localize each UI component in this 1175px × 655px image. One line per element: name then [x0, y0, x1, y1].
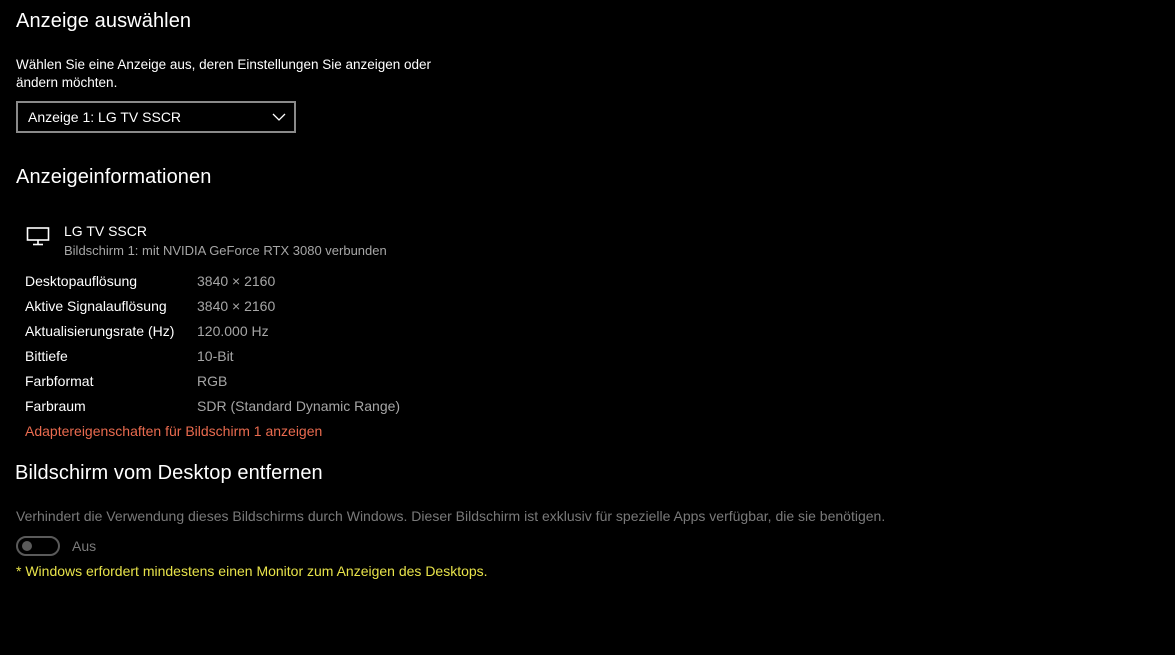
toggle-knob [22, 541, 32, 551]
info-value-color-format: RGB [197, 373, 228, 389]
info-label-refresh-rate: Aktualisierungsrate (Hz) [25, 323, 175, 339]
select-display-description: Wählen Sie eine Anzeige aus, deren Einstellungen Sie anzeigen oder ändern möchten. [16, 57, 432, 90]
info-value-color-space: SDR (Standard Dynamic Range) [197, 398, 401, 414]
info-label-bit-depth: Bittiefe [25, 348, 68, 364]
monitor-icon [26, 226, 52, 248]
monitor-name: LG TV SSCR [64, 223, 147, 239]
info-label-desktop-resolution: Desktopauflösung [25, 273, 138, 289]
remove-display-toggle-label: Aus [72, 538, 97, 554]
adapter-properties-link[interactable]: Adaptereigenschaften für Bildschirm 1 anzeigen [25, 423, 323, 439]
info-label-active-signal-resolution: Aktive Signalauflösung [25, 298, 167, 314]
remove-display-heading: Bildschirm vom Desktop entfernen [15, 462, 323, 484]
monitor-subtitle: Bildschirm 1: mit NVIDIA GeForce RTX 3080 verbunden [64, 243, 387, 258]
desktop-monitor-warning: * Windows erfordert mindestens einen Monitor zum Anzeigen des Desktops. [16, 563, 488, 579]
remove-display-description: Verhindert die Verwendung dieses Bildschirms durch Windows. Dieser Bildschirm ist exklusiv für spezielle Apps verfügbar, die sie benötigen. [16, 508, 886, 524]
remove-display-toggle[interactable] [16, 536, 60, 556]
info-value-desktop-resolution: 3840 × 2160 [197, 273, 276, 289]
info-label-color-format: Farbformat [25, 373, 94, 389]
display-select-dropdown[interactable] [16, 101, 296, 133]
info-label-color-space: Farbraum [25, 398, 86, 414]
chevron-down-icon [272, 110, 286, 124]
display-select-value: Anzeige 1: LG TV SSCR [28, 109, 182, 125]
info-value-active-signal-resolution: 3840 × 2160 [197, 298, 276, 314]
info-value-refresh-rate: 120.000 Hz [197, 323, 269, 339]
info-value-bit-depth: 10-Bit [197, 348, 234, 364]
select-display-heading: Anzeige auswählen [16, 10, 192, 32]
display-info-heading: Anzeigeinformationen [16, 166, 212, 188]
